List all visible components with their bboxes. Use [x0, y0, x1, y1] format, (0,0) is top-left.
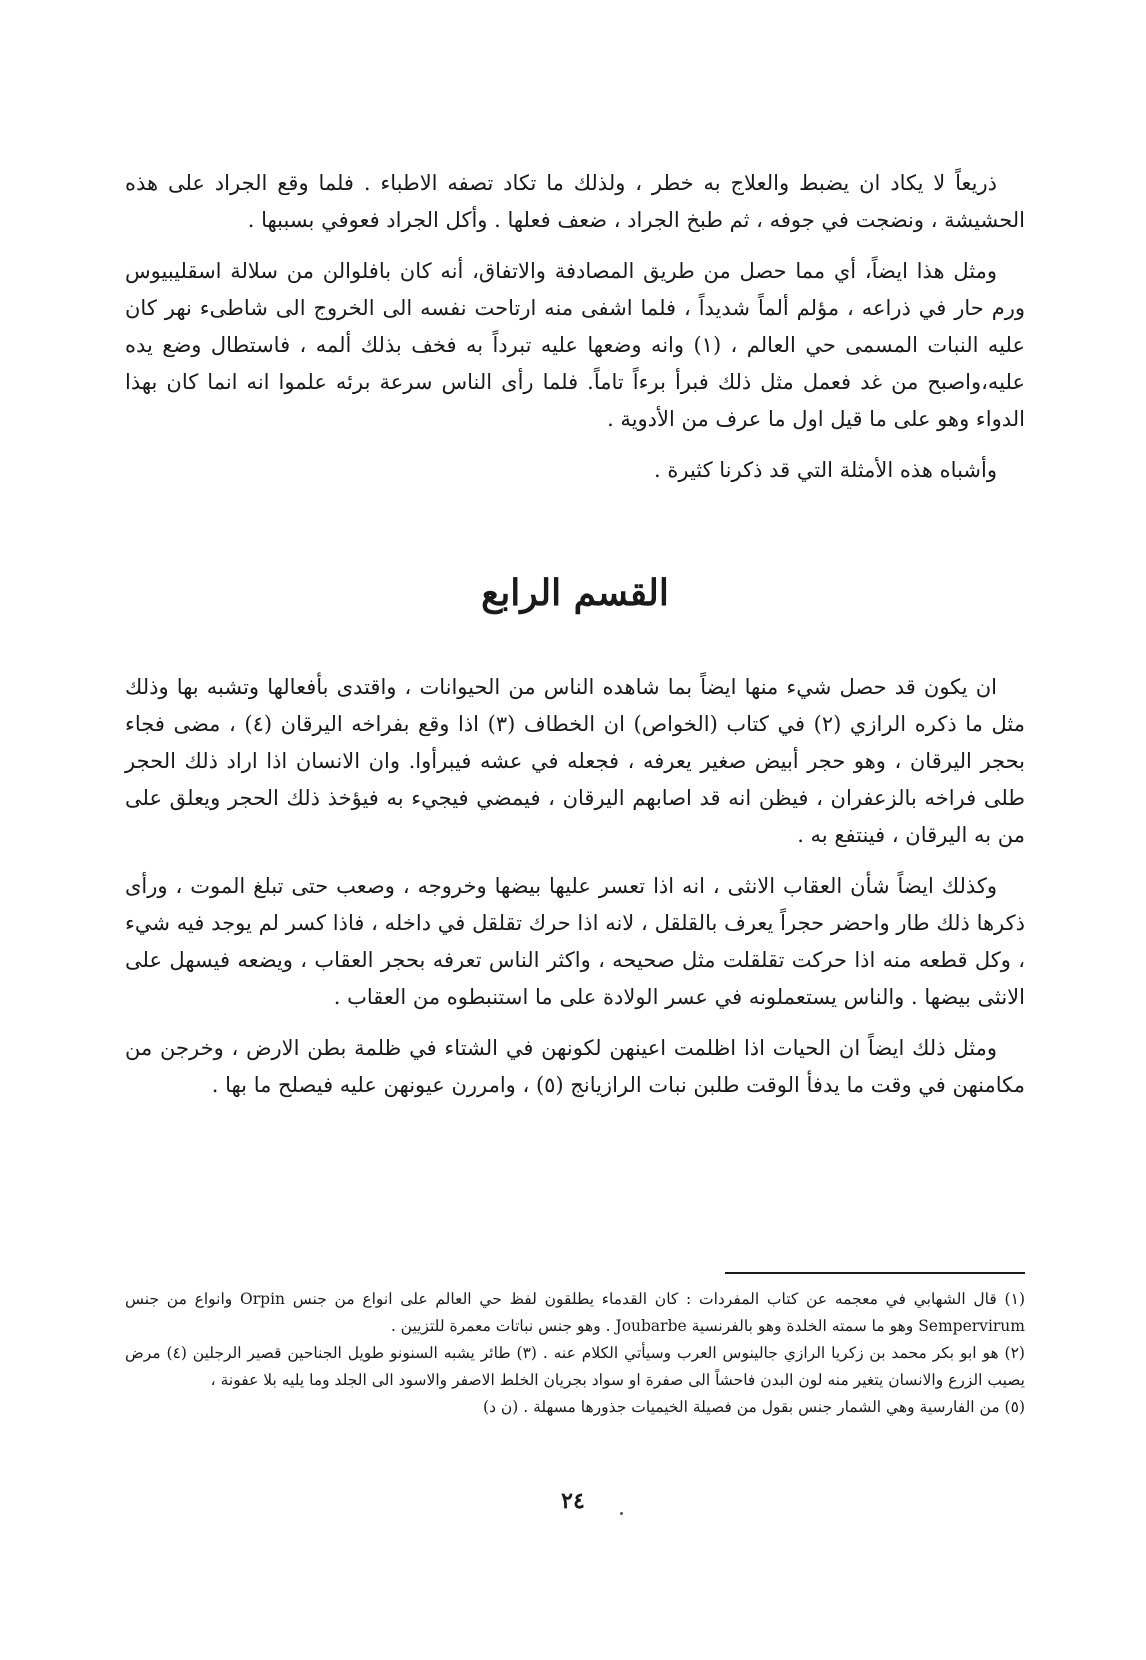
- footnotes: [125, 1272, 1025, 1421]
- footnote: (٥) من الفارسية وهي الشمار جنس بقول من فصيلة الخيميات جذورها مسهلة . (ن د): [483, 1398, 1025, 1416]
- body-paragraph: ومثل هذا ايضاً، أي مما حصل من طريق المصادفة والاتفاق، أنه كان بافلوالن من سلالة اسقليبيوس ورم حار في ذراعه ، مؤلم ألماً شديداً ، فلما اشفى منه ارتاحت نفسه الى الخروج الى شاطىء نهر كان عليه النبات المسمى حي العالم ، (١) وانه وضعها عليه تبرداً به فخف بذلك ألمه ، فاستطال وضع يده عليه،واصبح من غد فعمل مثل ذلك فبرأ برءاً تاماً. فلما رأى الناس سرعة برئه علموا انه انما كان بهذا الدواء وهو على ما قيل اول ما عرف من الأدوية .: [125, 259, 1025, 431]
- footnote: (٢) هو ابو بكر محمد بن زكريا الرازي جالينوس العرب وسيأتي الكلام عنه . (٣) طائر يشبه السنونو طويل الجناحين قصير الرجلين (٤) مرض يصيب الزرع والانسان يتغير منه لون البدن فاحشاً الى صفرة او سواد بجريان الخلط الاصفر والاسود الى الجلد وما يليه بلا عفونة ،: [125, 1344, 1025, 1389]
- ink-speck: [620, 1512, 623, 1515]
- page-body: [125, 165, 1025, 1104]
- body-paragraph: ذريعاً لا يكاد ان يضبط والعلاج به خطر ، ولذلك ما تكاد تصفه الاطباء . فلما وقع الجراد على هذه الحشيشة ، ونضجت في جوفه ، ثم طبخ الجراد ، ضعف فعلها . وأكل الجراد فعوفي بسببها .: [125, 171, 1025, 232]
- footnote: (١) قال الشهابي في معجمه عن كتاب المفردات : كان القدماء يطلقون لفظ حي العالم على انواع من جنس Orpin وانواع من جنس Sempervirum وهو ما سمته الخلدة وهو بالفرنسية Joubarbe . وهو جنس نباتات معمرة للتزيين .: [125, 1290, 1025, 1335]
- body-paragraph: وأشباه هذه الأمثلة التي قد ذكرنا كثيرة .: [654, 458, 997, 482]
- body-paragraph: ومثل ذلك ايضاً ان الحيات اذا اظلمت اعينهن لكونهن في الشتاء في ظلمة بطن الارض ، وخرجن من مكامنهن في وقت ما يدفأ الوقت طلبن نبات الرازيانج (٥) ، وامررن عيونهن عليه فيصلح ما بها .: [125, 1036, 1025, 1097]
- body-paragraph: ان يكون قد حصل شيء منها ايضاً بما شاهده الناس من الحيوانات ، واقتدى بأفعالها وتشبه بها وذلك مثل ما ذكره الرازي (٢) في كتاب (الخواص) ان الخطاف (٣) اذا وقع بفراخه اليرقان (٤) ، مضى فجاء بحجر اليرقان ، وهو حجر أبيض صغير يعرفه ، فجعله في عشه فيبرأوا. وان الانسان اذا اراد ذلك الحجر طلى فراخه بالزعفران ، فيظن انه قد اصابهم اليرقان ، فيمضي فيجيء به فيؤخذ ذلك الحجر ويعلق على من به اليرقان ، فينتفع به .: [125, 675, 1026, 847]
- section-heading: القسم الرابع: [481, 572, 669, 614]
- footnote-divider: [725, 1272, 1025, 1274]
- page-number: ٢٤: [561, 1488, 585, 1514]
- body-paragraph: وكذلك ايضاً شأن العقاب الانثى ، انه اذا تعسر عليها بيضها وخروجه ، وصعب حتى تبلغ الموت ، ورأى ذكرها ذلك طار واحضر حجراً يعرف بالقلقل ، لانه اذا حرك تقلقل في داخله ، فاذا كسر لم يوجد فيه شيء ، وكل قطعه منه اذا حركت تقلقلت مثل صحيحه ، واكثر الناس تعرفه بحجر العقاب ، ويضعه فيسهل على الانثى بيضها . والناس يستعملونه في عسر الولادة على ما استنبطوه من العقاب .: [125, 874, 1025, 1009]
